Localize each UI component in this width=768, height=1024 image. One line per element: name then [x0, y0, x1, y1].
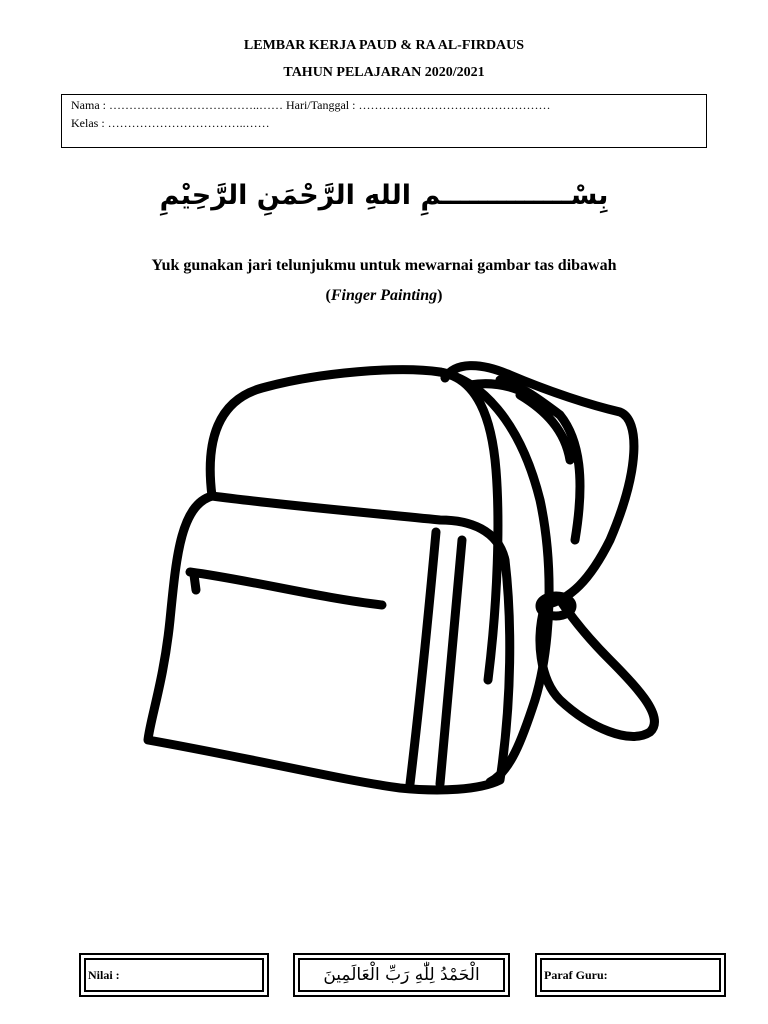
teacher-signature-box — [535, 953, 726, 997]
hamdalah-box — [293, 953, 510, 997]
instruction-text: Yuk gunakan jari telunjukmu untuk mewarnai gambar tas dibawah — [151, 257, 617, 274]
paren-close: ) — [437, 287, 443, 304]
finger-painting-label: Finger Painting — [330, 287, 438, 304]
school-year: TAHUN PELAJARAN 2020/2021 — [283, 65, 485, 80]
hamdalah-text: الْحَمْدُ لِلّٰهِ رَبِّ الْعَالَمِينَ — [323, 965, 480, 985]
score-box — [79, 953, 269, 997]
paren-open: ( — [325, 287, 331, 304]
backpack-pocket-seam-left — [410, 532, 436, 784]
bismillah-heading: بِسْــــــــــــــمِ اللهِ الرَّحْمَنِ الرَّحِيْمِ — [159, 180, 609, 211]
worksheet-title: LEMBAR KERJA PAUD & RA AL-FIRDAUS — [243, 38, 525, 53]
name-date-line: Nama : ………………………………..…… Hari/Tanggal : ………………………………………… — [71, 98, 551, 112]
class-line: Kelas : ……………………………..…… — [71, 116, 270, 130]
backpack-zipper-pull — [194, 575, 196, 590]
backpack-zipper — [190, 572, 382, 605]
score-label: Nilai : — [88, 967, 120, 982]
teacher-signature-label: Paraf Guru: — [544, 967, 608, 982]
backpack-pocket-seam-right — [440, 540, 462, 784]
